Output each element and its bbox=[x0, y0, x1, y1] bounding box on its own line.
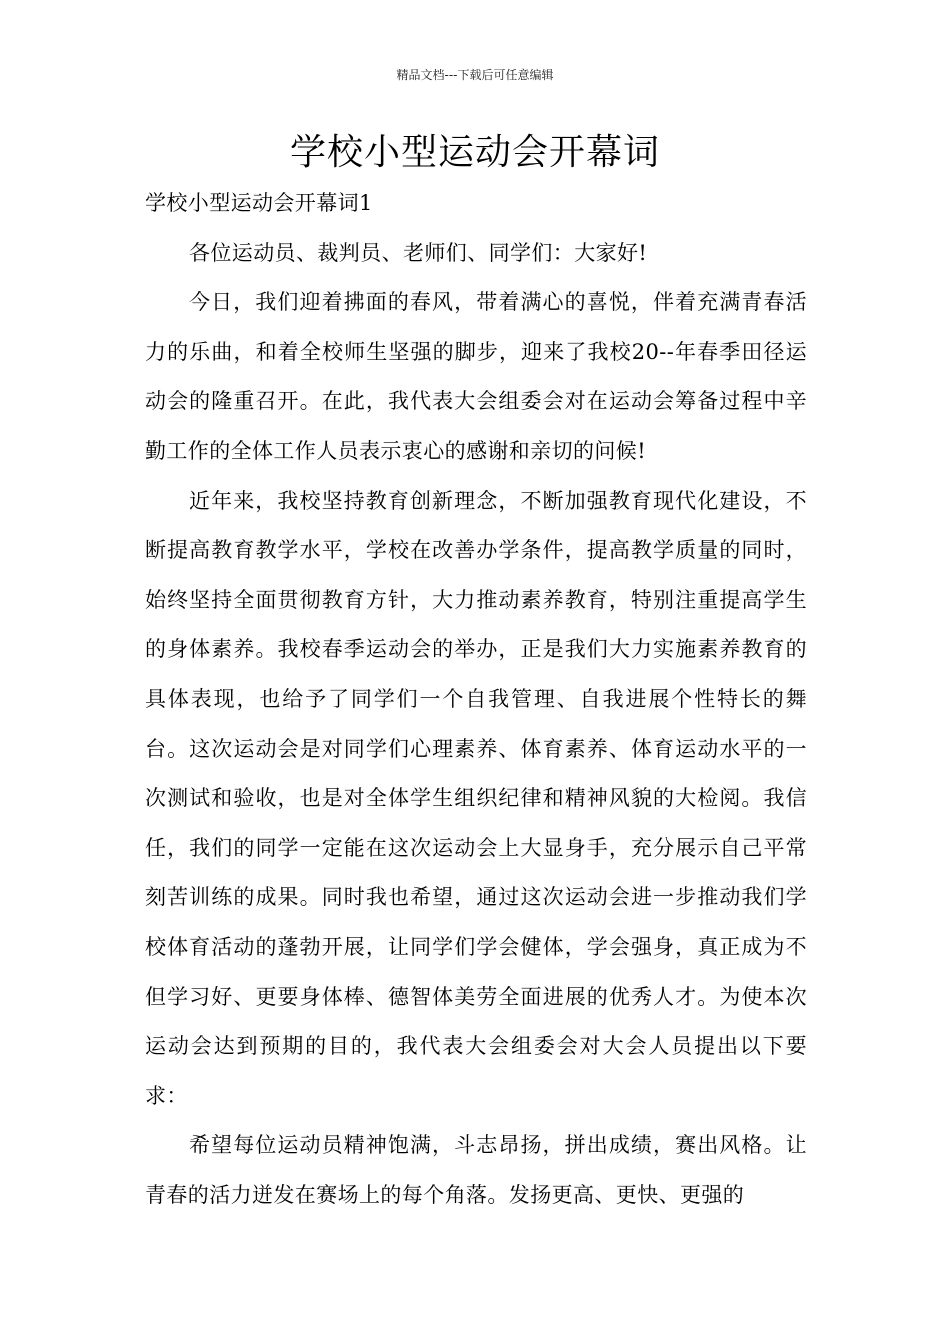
paragraph-school-development: 近年来，我校坚持教育创新理念，不断加强教育现代化建设，不断提高教育教学水平，学校在改善办学条件，提高教学质量的同时，始终坚持全面贯彻教育方针，大力推动素养教育，特别注重提高学生的身体素养。我校春季运动会的举办，正是我们大力实施素养教育的具体表现，也给予了同学们一个自我管理、自我进展个性特长的舞台。这次运动会是对同学们心理素养、体育素养、体育运动水平的一次测试和验收，也是对全体学生组织纪律和精神风貌的大检阅。我信任，我们的同学一定能在这次运动会上大显身手，充分展示自己平常刻苦训练的成果。同时我也希望，通过这次运动会进一步推动我们学校体育活动的蓬勃开展，让同学们学会健体，学会强身，真正成为不但学习好、更要身体棒、德智体美劳全面进展的优秀人才。为使本次运动会达到预期的目的，我代表大会组委会对大会人员提出以下要求： bbox=[145, 488, 807, 1108]
paragraph-opening: 今日，我们迎着拂面的春风，带着满心的喜悦，伴着充满青春活力的乐曲，和着全校师生坚强的脚步，迎来了我校20--年春季田径运动会的隆重召开。在此，我代表大会组委会对在运动会筹备过程中辛勤工作的全体工作人员表示衷心的感谢和亲切的问候! bbox=[145, 290, 807, 463]
document-subtitle: 学校小型运动会开幕词1 bbox=[145, 191, 373, 215]
paragraph-greeting: 各位运动员、裁判员、老师们、同学们：大家好! bbox=[189, 240, 648, 265]
document-body bbox=[145, 179, 807, 1220]
document-title: 学校小型运动会开幕词 bbox=[289, 132, 660, 173]
paragraph-athlete-hopes: 希望每位运动员精神饱满，斗志昂扬，拼出成绩，赛出风格。让青春的活力迸发在赛场上的每个角落。发扬更高、更快、更强的 bbox=[145, 1133, 807, 1207]
header-note: 精品文档---下载后可任意编辑 bbox=[396, 68, 554, 82]
